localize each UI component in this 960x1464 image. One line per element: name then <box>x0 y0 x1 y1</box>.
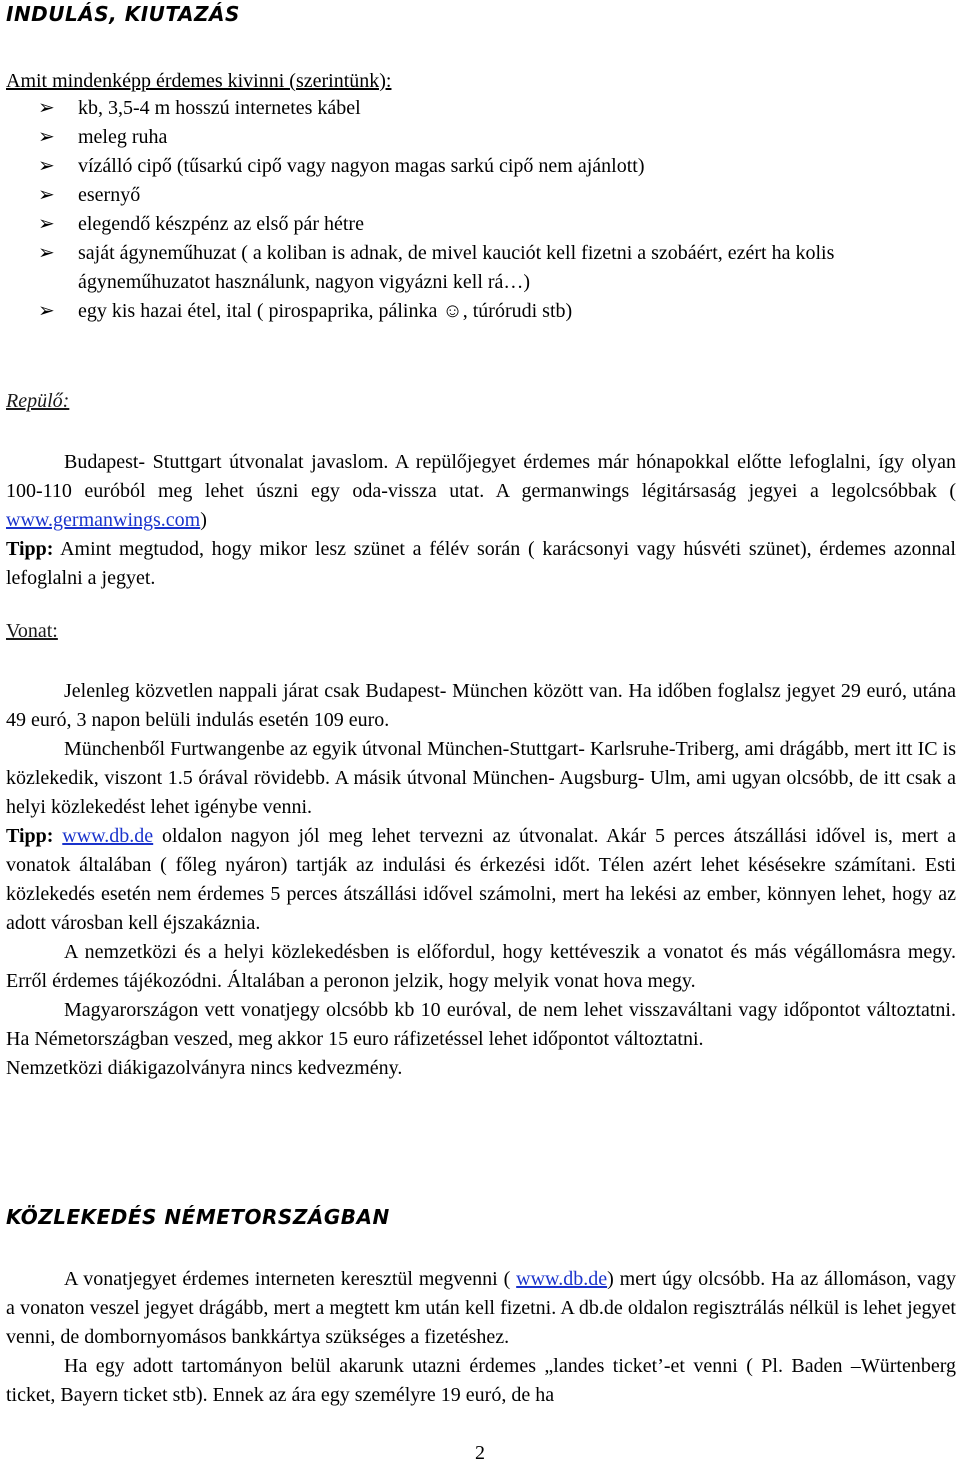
packing-item-text: esernyő <box>78 184 141 206</box>
db-link[interactable]: www.db.de <box>62 825 154 847</box>
packing-item-text: saját ágyneműhuzat ( a koliban is adnak, de mivel kauciót kell fizetni a szobáért, ezért ha kolis ágyneműhuzatot használunk, nagyon vigyázni kell rá…) <box>78 242 835 293</box>
repulo-body <box>6 448 956 593</box>
vonat-paragraph-5: Nemzetközi diákigazolványra nincs kedvezmény. <box>6 1057 403 1079</box>
packing-item-text: vízálló cipő (tűsarkú cipő vagy nagyon magas sarkú cipő nem ajánlott) <box>78 155 645 177</box>
vonat-paragraph-4: Magyarországon vett vonatjegy olcsóbb kb 10 euróval, de nem lehet visszaváltani vagy időpontot változtatni. Ha Németországban veszed, meg akkor 15 euro ráfizetéssel lehet időpontot változtatni. <box>6 999 956 1050</box>
repulo-paragraph: Budapest- Stuttgart útvonalat javaslom. A repülőjegyet érdemes már hónapokkal előtte lefoglalni, így olyan 100-110 euróból meg lehet úszni egy oda-vissza utat. A germanwings légitársaság jegyei a legolcsóbbak ( www.germanwings.com) <box>6 451 956 531</box>
arrow-bullet-icon: ➢ <box>38 242 55 264</box>
arrow-bullet-icon: ➢ <box>38 155 55 177</box>
arrow-bullet-icon: ➢ <box>38 126 55 148</box>
packing-item-text: meleg ruha <box>78 126 168 148</box>
packing-intro: Amit mindenképp érdemes kivinni (szerintünk): <box>6 70 392 92</box>
packing-item <box>0 152 960 181</box>
repulo-tipp: Tipp: Amint megtudod, hogy mikor lesz szünet a félév során ( karácsonyi vagy húsvéti szünet), érdemes azonnal lefoglalni a jegyet. <box>6 538 956 589</box>
vonat-body <box>6 677 956 1083</box>
packing-item-text: elegendő készpénz az első pár hétre <box>78 213 364 235</box>
tipp-label: Tipp: <box>6 538 54 560</box>
db-link-2[interactable]: www.db.de <box>516 1268 608 1290</box>
packing-item-text: kb, 3,5-4 m hosszú internetes kábel <box>78 97 361 119</box>
packing-list <box>0 94 960 326</box>
germanwings-link[interactable]: www.germanwings.com <box>6 509 201 531</box>
packing-item <box>0 210 960 239</box>
arrow-bullet-icon: ➢ <box>38 213 55 235</box>
section-title-kozlekedes: KÖZLEKEDÉS NÉMETORSZÁGBAN <box>6 1205 390 1229</box>
vonat-tipp: Tipp: www.db.de oldalon nagyon jól meg lehet tervezni az útvonalat. Akár 5 perces átszállási idővel is, mert a vonatok általában ( főleg nyáron) tartják az indulási és érkezési időt. Télen azért lehet késésekre számítani. Esti közlekedés esetén nem érdemes 5 perces átszállási idővel számolni, mert ha lekési az ember, könnyen lehet, hogy az adott városban kell éjszakáznia. <box>6 825 956 934</box>
packing-item-text: egy kis hazai étel, ital ( pirospaprika, pálinka ☺, túrórudi stb) <box>78 300 573 322</box>
tipp-label: Tipp: <box>6 825 54 847</box>
packing-item <box>0 297 960 326</box>
packing-item <box>0 181 960 210</box>
kozlekedes-paragraph-2: Ha egy adott tartományon belül akarunk utazni érdemes „landes ticket’-et venni ( Pl. Baden –Würtenberg ticket, Bayern ticket stb). Ennek az ára egy személyre 19 euró, de ha <box>6 1355 956 1406</box>
packing-item <box>0 239 960 297</box>
arrow-bullet-icon: ➢ <box>38 184 55 206</box>
vonat-paragraph-2: Münchenből Furtwangenbe az egyik útvonal München-Stuttgart- Karlsruhe-Triberg, ami drágább, mert itt IC is közlekedik, viszont 1.5 órával rövidebb. A másik útvonal München- Augsburg- Ulm, ami ugyan olcsóbb, de itt csak a helyi közlekedést lehet igénybe venni. <box>6 738 956 818</box>
section-title-indulas: INDULÁS, KIUTAZÁS <box>6 2 240 26</box>
vonat-paragraph-1: Jelenleg közvetlen nappali járat csak Budapest- München között van. Ha időben foglalsz jegyet 29 euró, utána 49 euró, 3 napon belüli indulás esetén 109 euro. <box>6 680 956 731</box>
heading-repulo: Repülő: <box>6 390 70 412</box>
arrow-bullet-icon: ➢ <box>38 97 55 119</box>
packing-item <box>0 123 960 152</box>
kozlekedes-paragraph-1: A vonatjegyet érdemes interneten keresztül megvenni ( www.db.de) mert úgy olcsóbb. Ha az állomáson, vagy a vonaton veszel jegyet drágább, mert a megtett km után kell fizetni. A db.de oldalon regisztrálás nélkül is lehet jegyet venni, de dombornyomásos bankkártya szükséges a fizetéshez. <box>6 1268 956 1348</box>
vonat-paragraph-3: A nemzetközi és a helyi közlekedésben is előfordul, hogy kettéveszik a vonatot és más végállomásra megy. Erről érdemes tájékozódni. Általában a peronon jelzik, hogy melyik vonat hova megy. <box>6 941 956 992</box>
page-number: 2 <box>475 1442 485 1464</box>
kozlekedes-body <box>6 1265 956 1410</box>
arrow-bullet-icon: ➢ <box>38 300 55 322</box>
packing-item <box>0 94 960 123</box>
heading-vonat: Vonat: <box>6 620 58 642</box>
